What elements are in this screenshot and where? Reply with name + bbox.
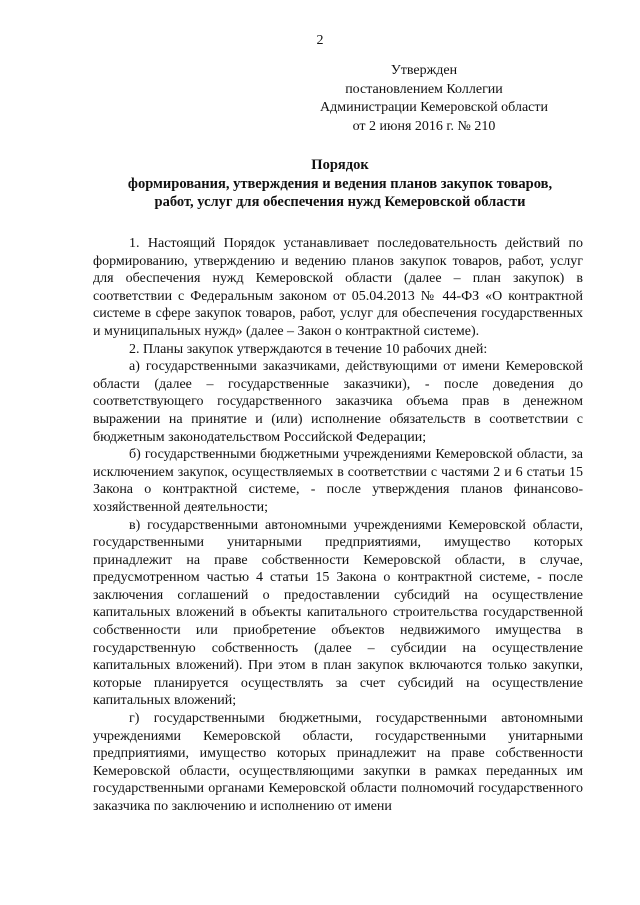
paragraph: а) государственными заказчиками, действующими от имени Кемеровской области (далее – государственные заказчики), - после доведения до соответствующего государственного заказчика объема прав в денежном выражении на принятие и (или) исполнение обязательств в соответствии с бюджетным законодательством Российской Федерации; [93,359,583,445]
document-title [40,156,640,212]
page-number: 2 [316,33,324,48]
approval-line: Утвержден [390,63,458,78]
paragraph: в) государственными автономными учреждениями Кемеровской области, государственными унитарными предприятиями, имущество которых принадлежит на праве собственности Кемеровской области, в случае, предусмотренном частью 4 статьи 15 Закона о контрактной системе, - после заключения соглашений о предоставлении субсидий на осуществление капитальных вложений в объекты капитального строительства государственной собственности или приобретение объектов недвижимого имущества в государственную собственность (далее – субсидии на осуществление капитальных вложений). При этом в план закупок включаются только закупки, которые планируется осуществлять за счет субсидий на осуществление капитальных вложений; [93,517,583,709]
approval-stamp [320,62,548,136]
paragraph: г) государственными бюджетными, государственными автономными учреждениями Кемеровской области, государственными унитарными предприятиями, имущество которых принадлежит на праве собственности Кемеровской области, осуществляющими закупки в рамках переданных им государственными органами Кемеровской области полномочий государственного заказчика по заключению и исполнению от имени [93,711,583,814]
paragraph: 2. Планы закупок утверждаются в течение 10 рабочих дней: [129,341,488,357]
title-line: работ, услуг для обеспечения нужд Кемеровской области [154,194,526,210]
paragraph: б) государственными бюджетными учреждениями Кемеровской области, за исключением закупок, осуществляемых в соответствии с частями 2 и 6 статьи 15 Закона о контрактной системе, - после утверждения планов финансово-хозяйственной деятельности; [93,447,583,515]
approval-line: постановлением Коллегии [345,81,503,97]
approval-line: от 2 июня 2016 г. № 210 [352,118,496,134]
title-line: формирования, утверждения и ведения планов закупок товаров, [127,175,553,192]
paragraph: 1. Настоящий Порядок устанавливает последовательность действий по формированию, утверждению и ведению планов закупок товаров, работ, услуг для обеспечения нужд Кемеровской области (далее – план закупок) в соответствии с Федеральным законом от 05.04.2013 № 44-ФЗ «О контрактной системе в сфере закупок товаров, работ, услуг для обеспечения государственных и муниципальных нужд» (далее – Закон о контрактной системе). [93,236,583,339]
title-line: Порядок [311,157,369,173]
document-body [93,235,583,816]
approval-line: Администрации Кемеровской области [320,100,548,115]
